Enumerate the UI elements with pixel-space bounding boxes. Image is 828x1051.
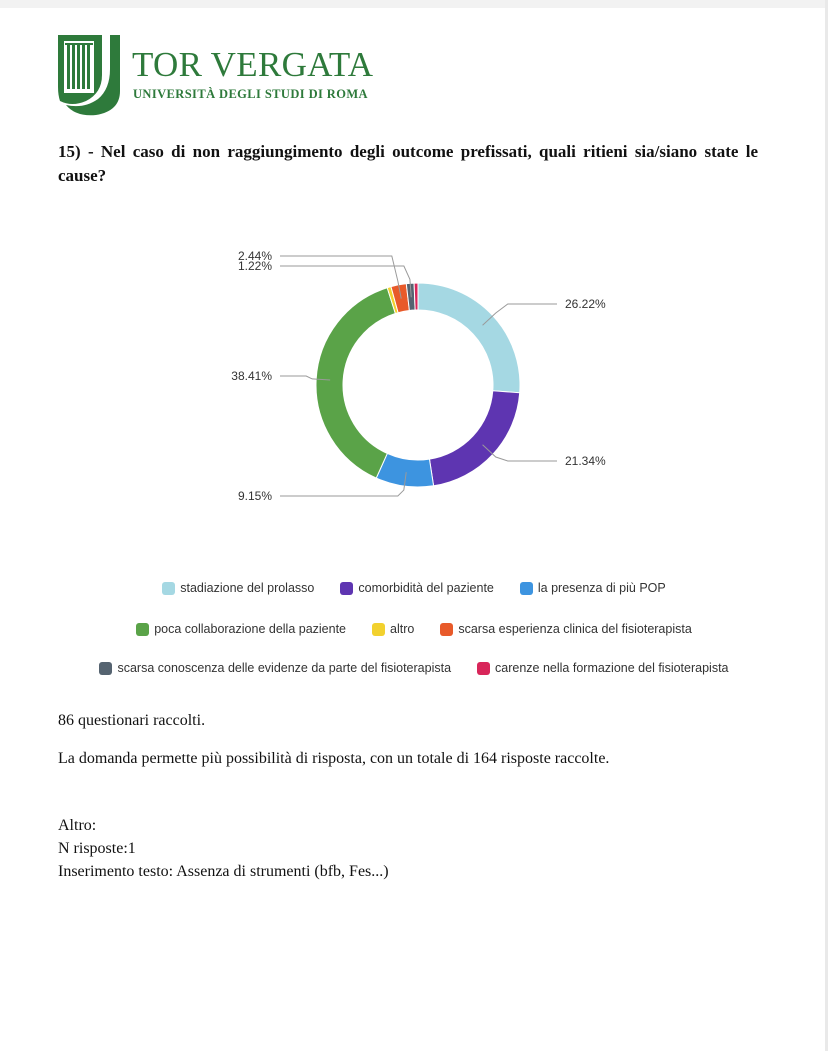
legend-swatch <box>99 662 112 675</box>
legend-item-conoscenza[interactable] <box>99 658 451 678</box>
legend-swatch <box>136 623 149 636</box>
donut-slices <box>316 283 520 487</box>
legend-label: scarsa conoscenza delle evidenze da parte del fisioterapista <box>117 661 452 675</box>
legend-label: comorbidità del paziente <box>358 581 494 595</box>
legend-swatch <box>520 582 533 595</box>
donut-slice-formazione[interactable] <box>414 283 418 310</box>
legend-item-collaborazione[interactable] <box>136 619 346 639</box>
logo-subtitle: UNIVERSITÀ DEGLI STUDI DI ROMA <box>133 87 368 101</box>
logo-title: TOR VERGATA <box>132 45 374 84</box>
question-text: 15) - Nel caso di non raggiungimento degli outcome prefissati, quali ritieni sia/siano state le cause? <box>58 142 758 185</box>
legend-item-formazione[interactable] <box>477 658 728 678</box>
legend-item-stadiazione[interactable] <box>162 578 314 598</box>
tor-vergata-emblem-icon <box>58 35 120 117</box>
legend-swatch <box>372 623 385 636</box>
slice-label-conoscenza: 1.22% <box>237 259 272 273</box>
donut-chart <box>0 230 828 530</box>
donut-slice-collaborazione[interactable] <box>316 288 395 478</box>
slice-label-comorbidita: 21.34% <box>565 454 606 468</box>
page-top-border <box>0 0 828 8</box>
legend-label: poca collaborazione della paziente <box>154 622 347 636</box>
slice-label-pop: 9.15% <box>237 489 272 503</box>
legend-swatch <box>440 623 453 636</box>
questionnaires-collected: 86 questionari raccolti. <box>58 712 206 729</box>
legend-item-pop[interactable] <box>520 578 666 598</box>
legend-label: scarsa esperienza clinica del fisioterapista <box>458 622 692 636</box>
legend-swatch <box>162 582 175 595</box>
legend-item-altro[interactable] <box>372 619 414 639</box>
donut-slice-stadiazione[interactable] <box>418 283 520 393</box>
slice-label-stadiazione: 26.22% <box>565 297 606 311</box>
legend-row-3 <box>0 658 828 678</box>
donut-chart-svg <box>0 230 828 530</box>
altro-heading: Altro: <box>58 817 97 834</box>
legend-label: altro <box>390 622 415 636</box>
legend-row-1 <box>0 578 828 598</box>
legend-swatch <box>340 582 353 595</box>
slice-label-collaborazione: 38.41% <box>231 369 272 383</box>
slice-label-esperienza: 2.44% <box>237 249 272 263</box>
legend-swatch <box>477 662 490 675</box>
legend-label: stadiazione del prolasso <box>180 581 315 595</box>
altro-count: N risposte:1 <box>58 840 136 857</box>
altro-text-entry: Inserimento testo: Assenza di strumenti (bfb, Fes...) <box>58 863 389 880</box>
legend-item-esperienza[interactable] <box>440 619 691 639</box>
university-logo <box>58 35 374 117</box>
donut-slice-comorbidita[interactable] <box>429 391 519 486</box>
legend-item-comorbidita[interactable] <box>340 578 494 598</box>
multiple-answer-note: La domanda permette più possibilità di risposta, con un totale di 164 risposte raccolte. <box>58 750 610 767</box>
legend-row-2 <box>0 619 828 639</box>
legend-label: la presenza di più POP <box>537 581 666 595</box>
legend-label: carenze nella formazione del fisioterapista <box>495 661 729 675</box>
